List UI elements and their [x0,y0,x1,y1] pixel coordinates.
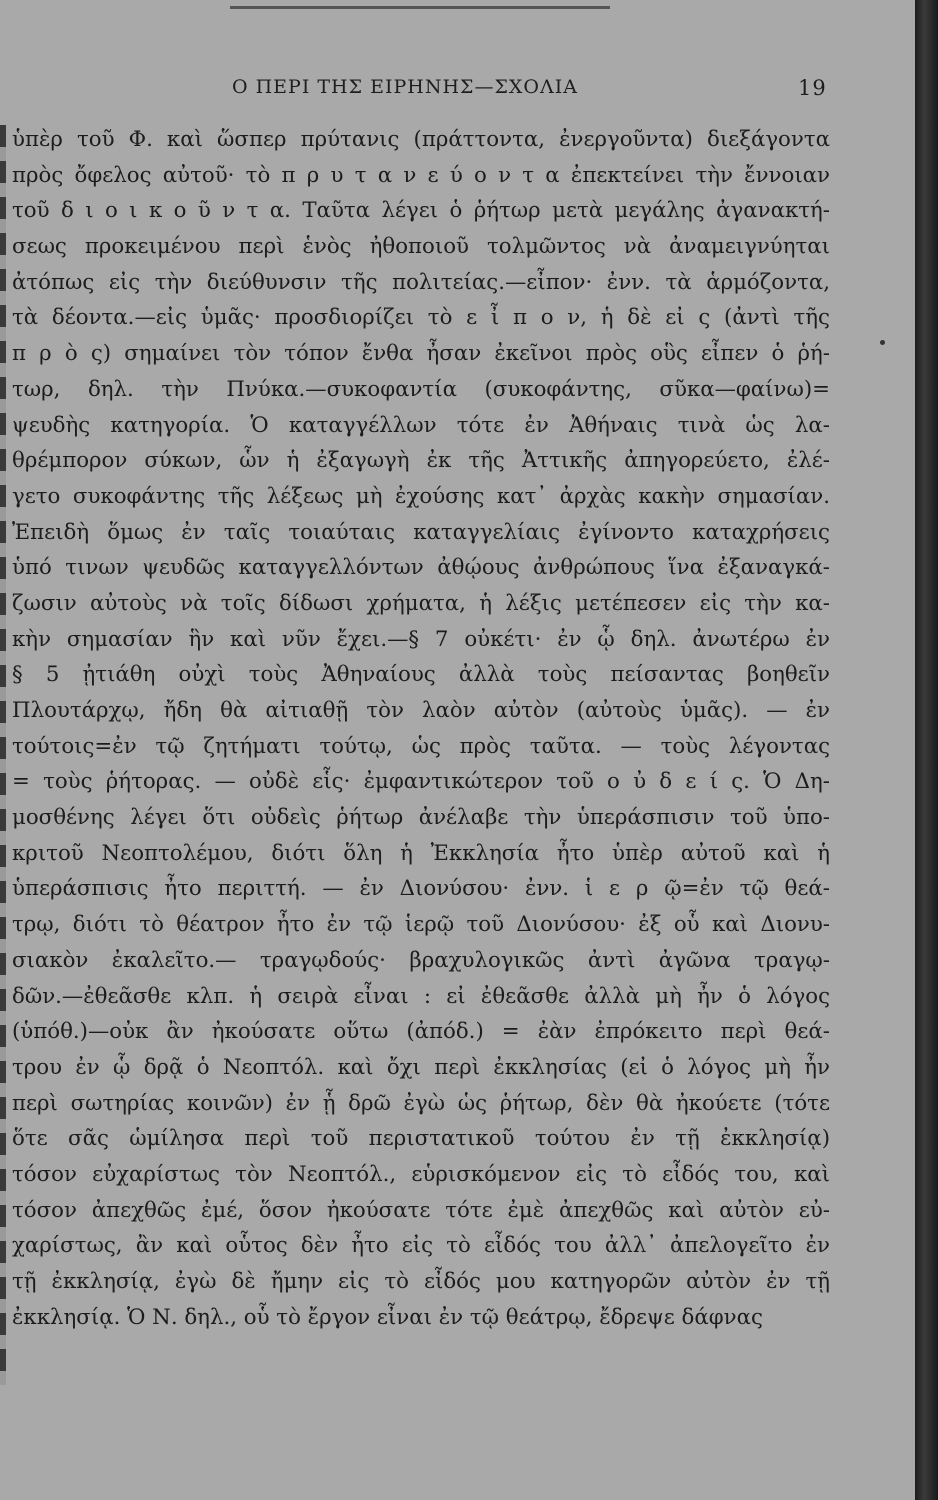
text-line: δῶν.—ἐθεᾶσθε κλπ. ἡ σειρὰ εἶναι : εἰ ἐθεᾶσθε ἀλλὰ μὴ ἦν ὁ λόγος [12,983,830,1009]
text-line: τοῦ δ ι ο ι κ ο ῦ ν τ α. Ταῦτα λέγει ὁ ῥήτωρ μετὰ μεγάλης ἀγανακτή- [12,198,830,224]
left-margin-shadow [0,125,6,1385]
page-top-edge [230,6,610,9]
text-line: περὶ σωτηρίας κοινῶν) ἐν ᾗ δρῶ ἐγὼ ὡς ῥήτωρ, δὲν θὰ ἠκούετε (τότε [12,1090,830,1116]
page-number: 19 [798,76,827,100]
text-line: ἀτόπως εἰς τὴν διεύθυνσιν τῆς πολιτείας.—εἶπον· ἐνν. τὰ ἁρμόζοντα, [12,269,830,295]
text-line: μοσθένης λέγει ὅτι οὐδεὶς ῥήτωρ ἀνέλαβε τὴν ὑπεράσπισιν τοῦ ὑπο- [12,805,830,831]
text-line: § 5 ᾐτιάθη οὐχὶ τοὺς Ἀθηναίους ἀλλὰ τοὺς πείσαντας βοηθεῖν [12,662,830,688]
text-line: τόσον εὐχαρίστως τὸν Νεοπτόλ., εὑρισκόμενον εἰς τὸ εἶδός του, καὶ [12,1161,830,1187]
text-line: ψευδὴς κατηγορία. Ὁ καταγγέλλων τότε ἐν Ἀθήναις τινὰ ὡς λα- [12,412,830,438]
book-spine [915,0,938,1500]
text-line: πρὸς ὄφελος αὐτοῦ· τὸ π ρ υ τ α ν ε ύ ο ν τ α ἐπεκτείνει τὴν ἔννοιαν [12,162,830,188]
text-line: ζωσιν αὐτοὺς νὰ τοῖς δίδωσι χρήματα, ἡ λέξις μετέπεσεν εἰς τὴν κα- [12,590,830,616]
text-line: κριτοῦ Νεοπτολέμου, διότι ὅλη ἡ Ἐκκλησία ἦτο ὑπὲρ αὐτοῦ καὶ ἡ [12,840,830,866]
text-line: τόσον ἀπεχθῶς ἐμέ, ὅσον ἠκούσατε τότε ἐμὲ ἀπεχθῶς καὶ αὐτὸν εὐ- [12,1197,830,1223]
text-line: Πλουτάρχῳ, ἤδη θὰ αἰτιαθῇ τὸν λαὸν αὐτὸν (αὐτοὺς ὑμᾶς). — ἐν [12,698,830,723]
text-line: τρου ἐν ᾧ δρᾷ ὁ Νεοπτόλ. καὶ ὄχι περὶ ἐκκλησίας (εἰ ὁ λόγος μὴ ἦν [12,1054,830,1080]
text-line: ὅτε σᾶς ὡμίλησα περὶ τοῦ περιστατικοῦ τούτου ἐν τῇ ἐκκλησίᾳ) [12,1126,830,1152]
text-line: κὴν σημασίαν ἣν καὶ νῦν ἔχει.—§ 7 οὐκέτι· ἐν ᾧ δηλ. ἀνωτέρω ἐν [12,626,830,652]
text-line: σιακὸν ἐκαλεῖτο.— τραγῳδούς· βραχυλογικῶς ἀντὶ ἀγῶνα τραγῳ- [12,947,830,973]
text-line: χαρίστως, ἂν καὶ οὗτος δὲν ἦτο εἰς τὸ εἶδός του ἀλλ᾿ ἀπελογεῖτο ἐν [12,1233,830,1259]
text-line: τρῳ, διότι τὸ θέατρον ἦτο ἐν τῷ ἱερῷ τοῦ Διονύσου· ἐξ οὗ καὶ Διονυ- [12,912,830,938]
text-line: τούτοις=ἐν τῷ ζητήματι τούτῳ, ὡς πρὸς ταῦτα. — τοὺς λέγοντας [12,733,830,759]
text-line: τωρ, δηλ. τὴν Πνύκα.—συκοφαντία (συκοφάντης, σῦκα—φαίνω)= [12,376,830,402]
text-line: = τοὺς ῥήτορας. — οὐδὲ εἷς· ἐμφαντικώτερον τοῦ ο ὐ δ ε ί ς. Ὁ Δη- [12,769,830,795]
text-line: ὑπεράσπισις ἦτο περιττή. — ἐν Διονύσου· ἐνν. ἱ ε ρ ῷ=ἐν τῷ θεά- [12,876,830,902]
text-line: ἐκκλησίᾳ. Ὁ Ν. δηλ., οὗ τὸ ἔργον εἶναι ἐν τῷ θεάτρῳ, ἔδρεψε δάφνας [12,1304,763,1330]
text-line: γετο συκοφάντης τῆς λέξεως μὴ ἐχούσης κατ᾿ ἀρχὰς κακὴν σημασίαν. [12,483,830,509]
text-line: τὰ δέοντα.—εἰς ὑμᾶς· προσδιορίζει τὸ ε ἶ π ο ν, ἡ δὲ εἰ ς (ἀντὶ τῆς [12,305,830,331]
margin-dot [880,340,885,345]
text-line: ὑπό τινων ψευδῶς καταγγελλόντων ἀθῴους ἀνθρώπους ἵνα ἐξαναγκά- [12,555,830,581]
running-header-title: Ο ΠΕΡΙ ΤΗΣ ΕΙΡΗΝΗΣ—ΣΧΟΛΙΑ [232,76,578,98]
text-line: τῇ ἐκκλησίᾳ, ἐγὼ δὲ ἤμην εἰς τὸ εἶδός μου κατηγορῶν αὐτὸν ἐν τῇ [12,1269,830,1294]
commentary-text [12,122,830,1335]
running-header [0,76,915,106]
text-line: π ρ ὸ ς) σημαίνει τὸν τόπον ἔνθα ἦσαν ἐκεῖνοι πρὸς οὓς εἶπεν ὁ ῥή- [12,341,830,367]
text-line: σεως προκειμένου περὶ ἑνὸς ἠθοποιοῦ τολμῶντος νὰ ἀναμειγνύηται [12,234,830,260]
text-line: ὑπὲρ τοῦ Φ. καὶ ὥσπερ πρύτανις (πράττοντα, ἐνεργοῦντα) διεξάγοντα [12,127,830,152]
text-line: θρέμπορον σύκων, ὧν ἡ ἐξαγωγὴ ἐκ τῆς Ἀττικῆς ἀπηγορεύετο, ἐλέ- [12,448,830,474]
text-line: Ἐπειδὴ ὅμως ἐν ταῖς τοιαύταις καταγγελίαις ἐγίνοντο καταχρήσεις [12,519,830,545]
text-line: (ὑπόθ.)—οὐκ ἂν ἠκούσατε οὕτω (ἀπόδ.) = ἐὰν ἐπρόκειτο περὶ θεά- [12,1019,830,1045]
